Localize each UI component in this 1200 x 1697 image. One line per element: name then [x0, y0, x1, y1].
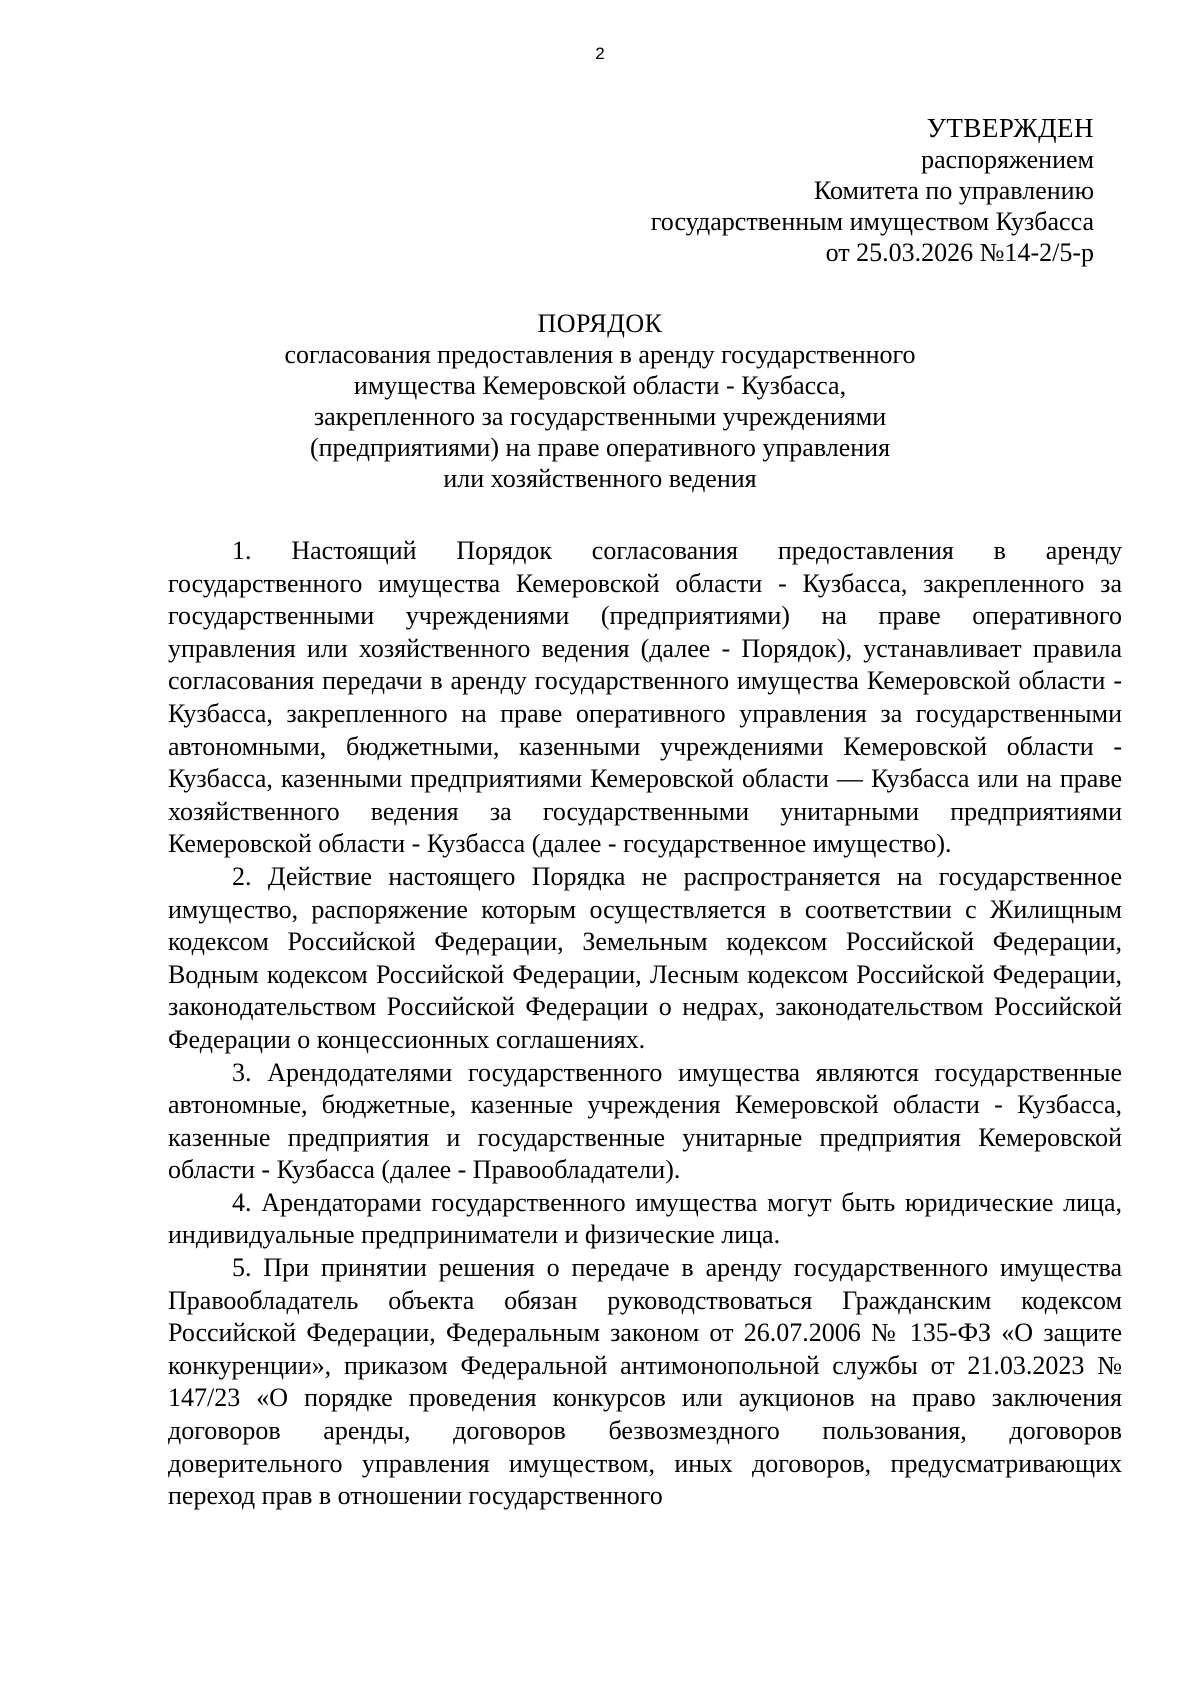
document-body — [168, 535, 1122, 1513]
paragraph-2: 2. Действие настоящего Порядка не распространяется на государственное имущество, распоряжение которым осуществляется в соответствии с Жилищным кодексом Российской Федерации, Земельным кодексом Российской Федерации, Водным кодексом Российской Федерации, Лесным кодексом Российской Федерации, законодательством Российской Федерации о недрах, законодательством Российской Федерации о концессионных соглашениях. — [168, 861, 1122, 1054]
document-subtitle-line: (предприятиями) на праве оперативного управления — [309, 433, 891, 462]
page-number: 2 — [595, 44, 605, 63]
document-subtitle-line: согласования предоставления в аренду государственного — [284, 340, 916, 369]
document-title: ПОРЯДОК — [537, 309, 663, 338]
document-subtitle-line: или хозяйственного ведения — [443, 464, 757, 493]
paragraph-4: 4. Арендаторами государственного имущества могут быть юридические лица, индивидуальные предприниматели и физические лица. — [168, 1187, 1122, 1250]
document-subtitle-line: закрепленного за государственными учреждениями — [313, 402, 887, 431]
approval-date-number: от 25.03.2026 №14-2/5-р — [825, 238, 1094, 267]
approval-block — [534, 113, 1094, 268]
approval-line: Комитета по управлению — [813, 176, 1094, 205]
approval-line: государственным имуществом Кузбасса — [650, 207, 1094, 236]
document-title-block — [150, 308, 1050, 494]
paragraph-1: 1. Настоящий Порядок согласования предоставления в аренду государственного имущества Кемеровской области - Кузбасса, закрепленного за государственными учреждениями (предприятиями) на праве оперативного управления или хозяйственного ведения (далее - Порядок), устанавливает правила согласования передачи в аренду государственного имущества Кемеровской области - Кузбасса, закрепленного на праве оперативного управления за государственными автономными, бюджетными, казенными учреждениями Кемеровской области - Кузбасса, казенными предприятиями Кемеровской области — Кузбасса или на праве хозяйственного ведения за государственными унитарными предприятиями Кемеровской области - Кузбасса (далее - государственное имущество). — [168, 536, 1122, 859]
approval-heading: УТВЕРЖДЕН — [926, 113, 1094, 143]
document-subtitle-line: имущества Кемеровской области - Кузбасса, — [353, 371, 847, 400]
paragraph-3: 3. Арендодателями государственного имущества являются государственные автономные, бюджетные, казенные учреждения Кемеровской области - Кузбасса, казенные предприятия и государственные унитарные предприятия Кемеровской области - Кузбасса (далее - Правообладатели). — [168, 1057, 1122, 1185]
paragraph-5: 5. При принятии решения о передаче в аренду государственного имущества Правообладатель объекта обязан руководствоваться Гражданским кодексом Российской Федерации, Федеральным законом от 26.07.2006 № 135-ФЗ «О защите конкуренции», приказом Федеральной антимонопольной службы от 21.03.2023 № 147/23 «О порядке проведения конкурсов или аукционов на право заключения договоров аренды, договоров безвозмездного пользования, договоров доверительного управления имуществом, иных договоров, предусматривающих переход прав в отношении государственного — [168, 1253, 1122, 1511]
approval-line: распоряжением — [921, 145, 1094, 174]
